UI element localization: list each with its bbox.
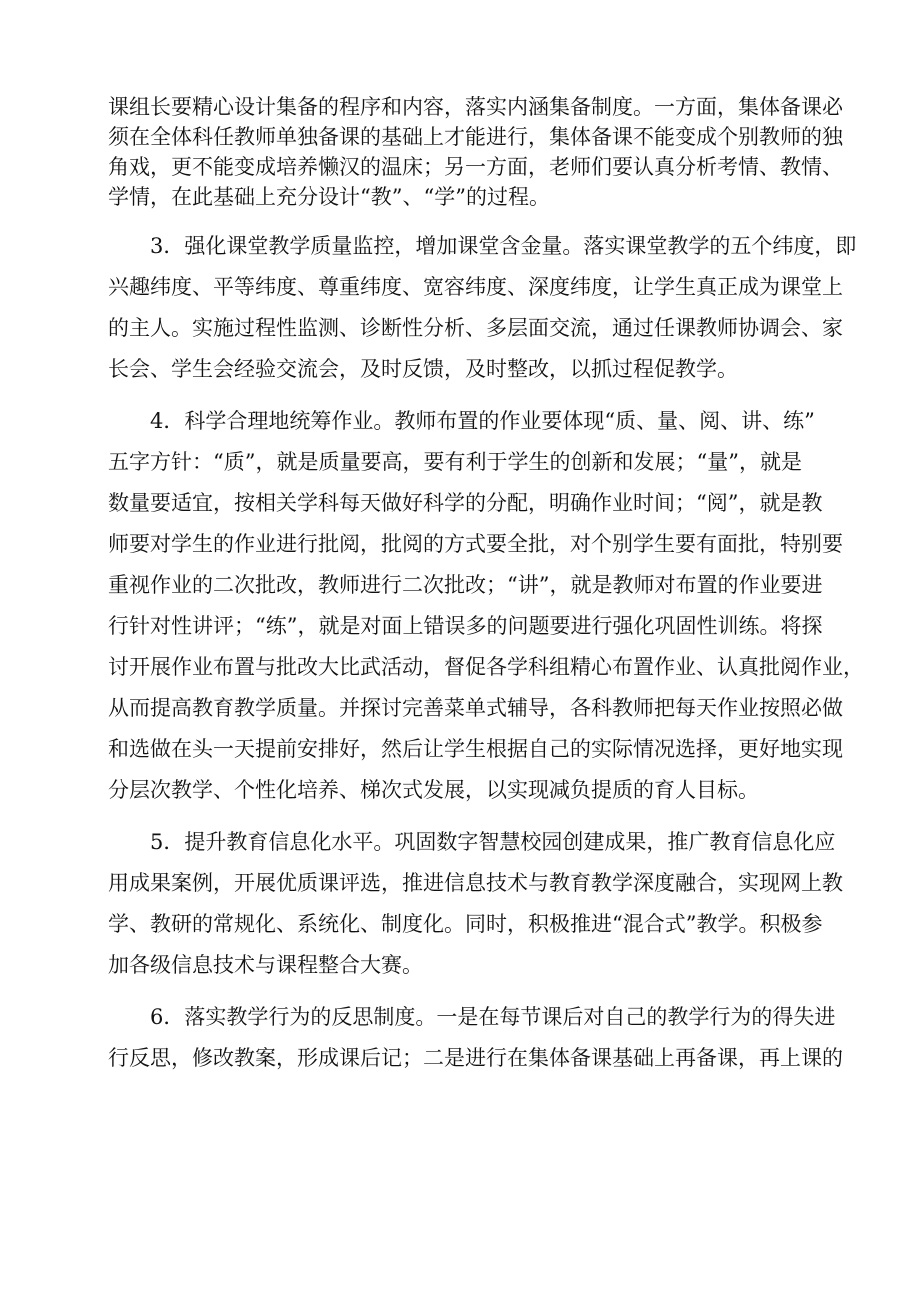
text-line: 学、教研的常规化、系统化、制度化。同时，积极推进“混合式”教学。积极参 bbox=[108, 912, 823, 936]
text-line: 4．科学合理地统筹作业。教师布置的作业要体现“质、量、阅、讲、练” bbox=[150, 409, 815, 433]
text-line: 行反思，修改教案，形成课后记；二是进行在集体备课基础上再备课，再上课的 bbox=[108, 1046, 843, 1070]
text-line: 重视作业的二次批改，教师进行二次批改；“讲”，就是教师对布置的作业要进 bbox=[108, 573, 823, 597]
text-line: 3．强化课堂教学质量监控，增加课堂含金量。落实课堂教学的五个纬度，即 bbox=[150, 234, 857, 258]
text-line: 用成果案例，开展优质课评选，推进信息技术与教育教学深度融合，实现网上教 bbox=[108, 871, 843, 895]
text-line: 长会、学生会经验交流会，及时反馈，及时整改，以抓过程促教学。 bbox=[108, 357, 738, 381]
text-line: 5．提升教育信息化水平。巩固数字智慧校园创建成果，推广教育信息化应 bbox=[150, 830, 836, 854]
text-line: 课组长要精心设计集备的程序和内容，落实内涵集备制度。一方面，集体备课必 bbox=[108, 95, 843, 119]
paragraph-collective-lesson-prep bbox=[108, 92, 843, 212]
text-line: 学情，在此基础上充分设计“教”、“学”的过程。 bbox=[108, 185, 550, 209]
text-line: 行针对性讲评；“练”，就是对面上错误多的问题要进行强化巩固性训练。将探 bbox=[108, 614, 823, 638]
paragraph-item-3-classroom-quality bbox=[108, 226, 857, 390]
paragraph-item-5-informatization bbox=[108, 822, 843, 986]
text-line: 分层次教学、个性化培养、梯次式发展，以实现减负提质的育人目标。 bbox=[108, 778, 759, 802]
paragraph-item-6-reflection bbox=[108, 997, 843, 1079]
text-line: 师要对学生的作业进行批阅，批阅的方式要全批，对个别学生要有面批，特别要 bbox=[108, 532, 843, 556]
text-line: 五字方针：“质”，就是质量要高，要有利于学生的创新和发展；“量”，就是 bbox=[108, 450, 802, 474]
text-line: 加各级信息技术与课程整合大赛。 bbox=[108, 953, 423, 977]
paragraph-item-4-homework bbox=[108, 401, 864, 811]
document-page bbox=[108, 92, 864, 1090]
text-line: 兴趣纬度、平等纬度、尊重纬度、宽容纬度、深度纬度，让学生真正成为课堂上 bbox=[108, 275, 843, 299]
text-line: 数量要适宜，按相关学科每天做好科学的分配，明确作业时间；“阅”，就是教 bbox=[108, 491, 823, 515]
text-line: 从而提高教育教学质量。并探讨完善菜单式辅导，各科教师把每天作业按照必做 bbox=[108, 696, 843, 720]
text-line: 6．落实教学行为的反思制度。一是在每节课后对自己的教学行为的得失进 bbox=[150, 1005, 836, 1029]
text-line: 和选做在头一天提前安排好，然后让学生根据自己的实际情况选择，更好地实现 bbox=[108, 737, 843, 761]
text-line: 须在全体科任教师单独备课的基础上才能进行，集体备课不能变成个别教师的独 bbox=[108, 125, 843, 149]
text-line: 角戏，更不能变成培养懒汉的温床；另一方面，老师们要认真分析考情、教情、 bbox=[108, 155, 843, 179]
text-line: 的主人。实施过程性监测、诊断性分析、多层面交流，通过任课教师协调会、家 bbox=[108, 316, 843, 340]
text-line: 讨开展作业布置与批改大比武活动，督促各学科组精心布置作业、认真批阅作业， bbox=[108, 655, 864, 679]
